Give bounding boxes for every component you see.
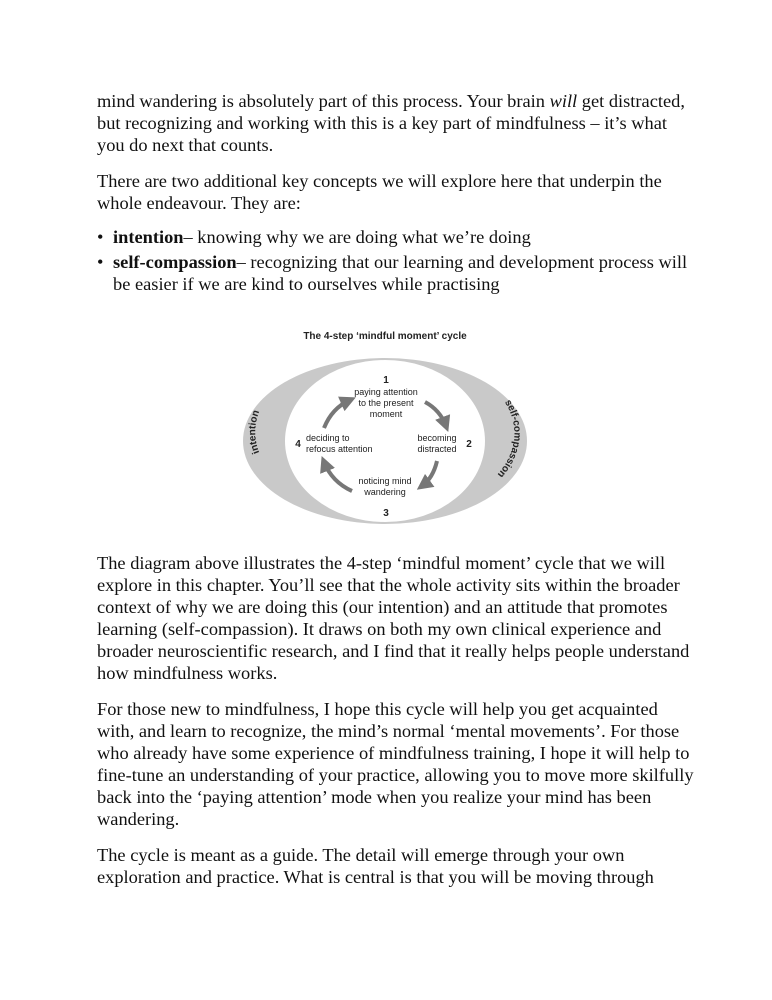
step-label-2a: becoming [417, 433, 457, 443]
concept-list [97, 226, 697, 295]
outer-label-intention: intention [247, 408, 263, 456]
paragraph-key-concepts: There are two additional key concepts we will explore here that underpin the whole endeavour. They are: [97, 171, 662, 213]
list-item-self-compassion [97, 251, 697, 295]
bullet-term: intention [113, 227, 184, 247]
paragraph-diagram-explanation: The diagram above illustrates the 4-step ‘mindful moment’ cycle that we will explore in this chapter. You’ll see that the whole activity sits within the broader context of why we are doing this (our intention) and an attitude that promotes learning (self-compassion). It draws on both my own clinical experience and broader neuroscientific research, and I find that it really helps people understand how mindfulness works. [97, 553, 690, 683]
text-run: mind wandering is absolutely part of this process. Your brain [97, 91, 550, 111]
step-label-1a: paying attention [354, 387, 418, 397]
step-label-1c: moment [369, 409, 403, 419]
step-number-1: 1 [383, 375, 389, 386]
bullet-text: – knowing why we are doing what we’re doing [183, 227, 531, 247]
paragraph-mind-wandering [97, 90, 697, 156]
step-label-4a: deciding to [306, 433, 350, 443]
bullet-text: – recognizing that our learning and development process will be easier if we are kind to ourselves while practising [113, 252, 688, 294]
mindful-moment-diagram [240, 326, 530, 530]
italic-word: will [549, 91, 578, 111]
diagram-title: The 4-step ‘mindful moment’ cycle [303, 331, 467, 342]
paragraph-for-those-new: For those new to mindfulness, I hope this cycle will help you get acquainted with, and learn to recognize, the mind’s normal ‘mental movements’. For those who already have some experience of mindfulness training, I hope it will help to fine-tune an understanding of your practice, allowing you to move more skilfully back into the ‘paying attention’ mode when you realize your mind has been wandering. [97, 699, 694, 829]
text-run: get distracted, but recognizing and working with this is a key part of mindfulness – it’s what you do next that counts. [97, 91, 685, 155]
step-label-3a: noticing mind [358, 476, 412, 486]
page-text-lower [97, 552, 697, 902]
step-number-4: 4 [295, 439, 301, 450]
step-label-2b: distracted [417, 444, 457, 454]
step-label-4b: refocus attention [306, 444, 373, 454]
step-number-2: 2 [466, 439, 472, 450]
step-label-3b: wandering [364, 487, 406, 497]
bullet-icon: • [97, 227, 104, 247]
bullet-icon: • [97, 252, 104, 272]
step-number-3: 3 [383, 508, 389, 519]
paragraph-cycle-guide: The cycle is meant as a guide. The detail will emerge through your own exploration and practice. What is central is that you will be moving through [97, 845, 654, 887]
page-text-upper [97, 90, 697, 298]
step-label-1b: to the present [358, 398, 414, 408]
outer-label-self-compassion: self-compassion [495, 397, 523, 480]
list-item-intention [97, 226, 697, 248]
bullet-term: self-compassion [113, 252, 237, 272]
